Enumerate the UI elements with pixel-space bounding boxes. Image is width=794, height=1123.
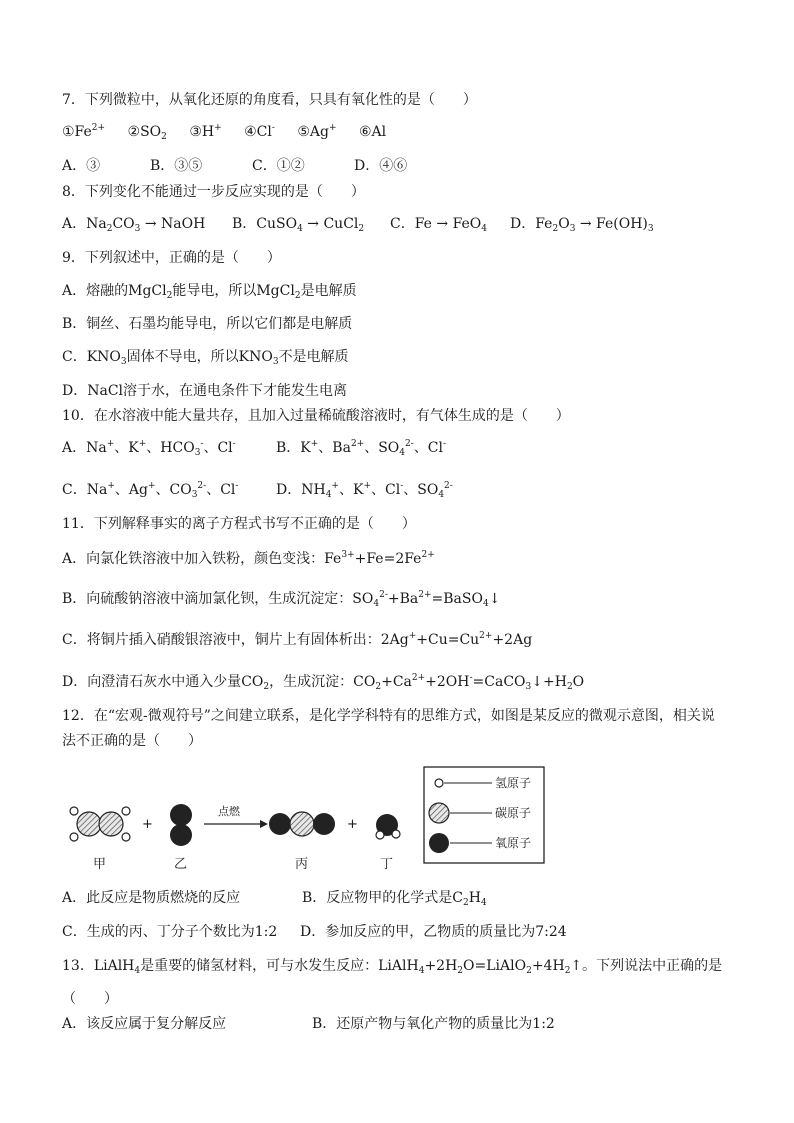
q11-stem: 11．下列解释事实的离子方程式书写不正确的是（ ） [62, 516, 416, 532]
q11-option-d: D．向澄清石灰水中通入少量$CO_2$，生成沉淀：$CO_2+Ca^{2+}+2OH^-=CaCO_3↓+H_2O$ [62, 673, 585, 692]
q12-stem-line1: 12．在“宏观-微观符号”之间建立联系，是化学学科特有的思维方式，如图是某反应的微观示意图，相关说 [62, 708, 715, 724]
legend-h-label: 氢原子 [495, 776, 532, 790]
q12-option-c: C．生成的丙、丁分子个数比为1:2 [62, 924, 278, 940]
molecule-bing [269, 812, 335, 836]
label-bing: 丙 [295, 857, 309, 872]
q12-option-d: D．参加反应的甲，乙物质的质量比为7:24 [300, 924, 567, 940]
q10-option-c: C．Na+、Ag+、$CO_3^{2-}$、Cl- [62, 481, 239, 500]
reaction-diagram-svg [62, 765, 742, 875]
plus-sign-1: + [142, 817, 153, 832]
q13-option-a: A．该反应属于复分解反应 [62, 1016, 227, 1032]
q10-stem: 10．在水溶液中能大量共存，且加入过量稀硫酸溶液时，有气体生成的是（ ） [62, 408, 570, 424]
q9-option-b: B．铜丝、石墨均能导电，所以它们都是电解质 [62, 316, 353, 332]
q12-option-a: A．此反应是物质燃烧的反应 [62, 890, 241, 906]
q7-option-a: A．③ [62, 158, 101, 174]
legend-o-symbol [429, 833, 449, 853]
arrow-label: 点燃 [218, 805, 240, 818]
molecule-jia [70, 807, 130, 841]
q13-option-b: B．还原产物与氧化产物的质量比为1:2 [312, 1016, 555, 1032]
q8-option-d: D．$Fe_2O_3 \to Fe(OH)_3$ [510, 216, 654, 234]
label-yi: 乙 [174, 857, 188, 872]
molecule-ding [376, 814, 400, 839]
q12-option-b: B．反应物甲的化学式是$C_2H_4$ [302, 890, 487, 908]
q11-option-a: A．向氯化铁溶液中加入铁粉，颜色变浅：$Fe^{3+}+Fe=2Fe^{2+}$ [62, 550, 435, 567]
reaction-arrowhead [260, 820, 268, 828]
plus-sign-2: + [347, 817, 358, 832]
q10-option-d: D．$NH_4^+$、K+、Cl-、$SO_4^{2-}$ [276, 481, 453, 500]
q7-stem: 7．下列微粒中，从氧化还原的角度看，只具有氧化性的是（ ） [62, 92, 477, 108]
q13-stem: 13．LiAlH$_4$是重要的储氢材料，可与水发生反应：$LiAlH_4+2H_2O=LiAlO_2+4H_2↑$。下列说法中正确的是 [62, 958, 723, 976]
molecule-yi [170, 804, 192, 846]
q8-stem: 8．下列变化不能通过一步反应实现的是（ ） [62, 184, 365, 200]
q11-option-c: C．将铜片插入硝酸银溶液中，铜片上有固体析出：$2Ag^++Cu=Cu^{2+}+2Ag$ [62, 631, 533, 648]
reaction-diagram [62, 765, 742, 875]
q10-option-b: B．K+、$Ba^{2+}$、$SO_4^{2-}$、Cl- [276, 439, 447, 458]
legend-c-label: 碳原子 [495, 806, 532, 820]
q9-stem: 9．下列叙述中，正确的是（ ） [62, 250, 281, 266]
q7-option-c: C．①② [252, 158, 305, 174]
q8-option-a: A．$Na_2CO_3$ → NaOH [62, 216, 206, 234]
q10-option-a: A．Na+、K+、$HCO_3^-$、Cl- [62, 439, 236, 458]
legend-o-label: 氧原子 [495, 836, 532, 850]
legend-c-symbol [429, 803, 449, 823]
q9-option-d: D．NaCl溶于水，在通电条件下才能发生电离 [62, 383, 348, 399]
q12-stem-line2: 法不正确的是（ ） [62, 733, 202, 749]
q11-option-b: B．向硫酸钠溶液中滴加氯化钡，生成沉淀定：$SO_4^{2-}+Ba^{2+}=BaSO_4↓$ [62, 590, 501, 609]
q8-option-b: B．CuSO$_4$ → CuCl$_2$ [232, 216, 365, 234]
q7-items: $①Fe^{2+}$ $②SO_2$ ③H+ ④Cl- ⑤Ag+ ⑥Al [62, 123, 387, 142]
q9-option-a: A．熔融的MgCl$_2$能导电，所以MgCl$_2$是电解质 [62, 283, 357, 301]
q13-paren: （ ） [62, 991, 118, 1007]
q7-option-b: B．③⑤ [150, 158, 203, 174]
q9-option-c: C．$KNO_3$固体不导电，所以$KNO_3$不是电解质 [62, 349, 349, 367]
q8-option-c: C．Fe → FeO$_4$ [390, 216, 488, 234]
label-ding: 丁 [380, 857, 394, 872]
legend-h-symbol [435, 779, 443, 787]
label-jia: 甲 [93, 857, 107, 872]
q7-option-d: D．④⑥ [354, 158, 408, 174]
